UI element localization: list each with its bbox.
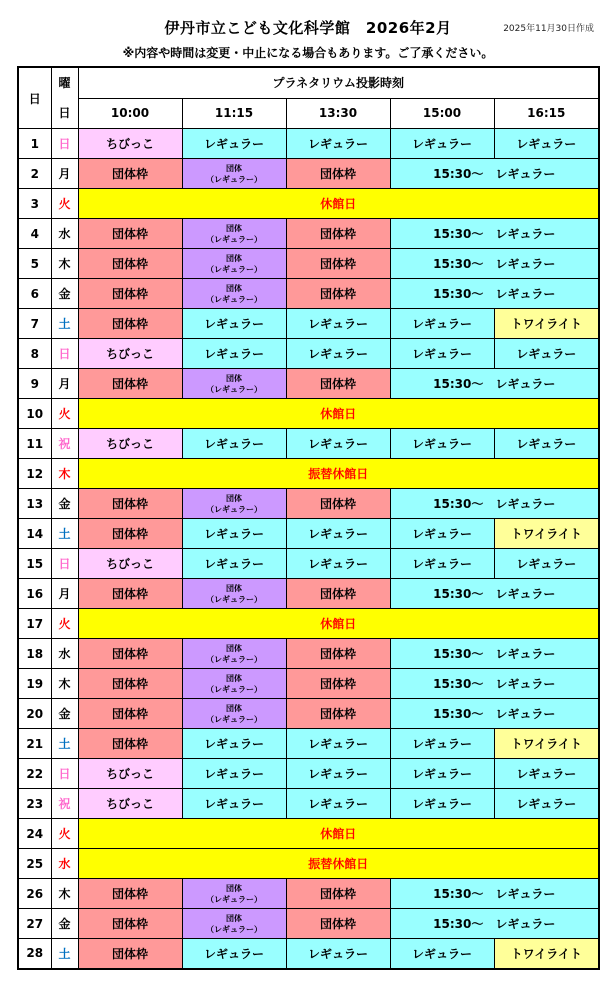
slot-regular: レギュラー: [494, 549, 599, 579]
table-row: [18, 819, 599, 849]
dantai-regular-top: 団体: [226, 703, 242, 713]
slot-regular: レギュラー: [182, 789, 286, 819]
day-of-week: 木: [51, 879, 78, 909]
slot-dantai: 団体枠: [286, 489, 390, 519]
dantai-regular-top: 団体: [226, 583, 242, 593]
slot-dantai-regular: [182, 579, 286, 609]
day-of-week: 火: [51, 819, 78, 849]
dantai-regular-bottom: （レギュラー）: [206, 234, 262, 244]
slot-afternoon-regular: 15:30～ レギュラー: [390, 639, 599, 669]
day-number: 12: [18, 459, 51, 489]
slot-regular: レギュラー: [182, 339, 286, 369]
slot-regular: レギュラー: [182, 939, 286, 969]
table-row: [18, 849, 599, 879]
dantai-regular-top: 団体: [226, 493, 242, 503]
slot-chibikko: ちびっこ: [78, 339, 182, 369]
slot-regular: レギュラー: [286, 549, 390, 579]
table-row: [18, 879, 599, 909]
day-number: 3: [18, 189, 51, 219]
slot-afternoon-regular: 15:30～ レギュラー: [390, 699, 599, 729]
day-number: 16: [18, 579, 51, 609]
day-number: 15: [18, 549, 51, 579]
slot-afternoon-regular: 15:30～ レギュラー: [390, 669, 599, 699]
slot-twilight: トワイライト: [494, 519, 599, 549]
day-of-week: 水: [51, 639, 78, 669]
slot-dantai: 団体枠: [78, 519, 182, 549]
dantai-regular-bottom: （レギュラー）: [206, 294, 262, 304]
day-of-week: 土: [51, 309, 78, 339]
day-of-week: 火: [51, 399, 78, 429]
day-number: 27: [18, 909, 51, 939]
slot-afternoon-regular: 15:30～ レギュラー: [390, 579, 599, 609]
closed-day-banner: 休館日: [78, 399, 599, 429]
slot-regular: レギュラー: [286, 129, 390, 159]
slot-twilight: トワイライト: [494, 309, 599, 339]
table-row: [18, 579, 599, 609]
day-of-week: 水: [51, 219, 78, 249]
day-of-week: 火: [51, 189, 78, 219]
table-row: [18, 459, 599, 489]
slot-dantai: 団体枠: [78, 669, 182, 699]
slot-regular: レギュラー: [286, 429, 390, 459]
slot-regular: レギュラー: [286, 939, 390, 969]
header-day: 日: [18, 67, 51, 129]
day-of-week: 木: [51, 459, 78, 489]
day-of-week: 月: [51, 159, 78, 189]
day-of-week: 日: [51, 129, 78, 159]
slot-regular: レギュラー: [390, 729, 494, 759]
slot-dantai-regular: [182, 219, 286, 249]
table-row: [18, 609, 599, 639]
table-row: [18, 129, 599, 159]
substitute-closed-banner: 振替休館日: [78, 849, 599, 879]
table-row: [18, 699, 599, 729]
dantai-regular-top: 団体: [226, 883, 242, 893]
table-row: [18, 639, 599, 669]
dantai-regular-top: 団体: [226, 223, 242, 233]
dantai-regular-top: 団体: [226, 253, 242, 263]
slot-dantai-regular: [182, 489, 286, 519]
slot-regular: レギュラー: [390, 339, 494, 369]
day-of-week: 祝: [51, 429, 78, 459]
day-of-week: 日: [51, 549, 78, 579]
slot-dantai: 団体枠: [78, 369, 182, 399]
slot-regular: レギュラー: [286, 309, 390, 339]
table-row: [18, 489, 599, 519]
slot-regular: レギュラー: [390, 309, 494, 339]
header-time-1115: 11:15: [182, 98, 286, 128]
slot-dantai: 団体枠: [286, 699, 390, 729]
title-text: 伊丹市立こども文化科学館 2026年2月: [164, 19, 452, 37]
table-row: [18, 369, 599, 399]
slot-dantai-regular: [182, 279, 286, 309]
day-of-week: 木: [51, 669, 78, 699]
dantai-regular-top: 団体: [226, 673, 242, 683]
slot-dantai: 団体枠: [286, 639, 390, 669]
slot-afternoon-regular: 15:30～ レギュラー: [390, 249, 599, 279]
day-number: 9: [18, 369, 51, 399]
table-row: [18, 939, 599, 969]
slot-dantai-regular: [182, 369, 286, 399]
table-row: [18, 159, 599, 189]
table-row: [18, 399, 599, 429]
day-of-week: 金: [51, 279, 78, 309]
dantai-regular-bottom: （レギュラー）: [206, 384, 262, 394]
slot-regular: レギュラー: [182, 729, 286, 759]
day-number: 7: [18, 309, 51, 339]
slot-regular: レギュラー: [494, 129, 599, 159]
dantai-regular-bottom: （レギュラー）: [206, 714, 262, 724]
slot-dantai: 団体枠: [286, 279, 390, 309]
day-number: 21: [18, 729, 51, 759]
slot-twilight: トワイライト: [494, 729, 599, 759]
slot-regular: レギュラー: [390, 519, 494, 549]
closed-day-banner: 休館日: [78, 189, 599, 219]
day-number: 18: [18, 639, 51, 669]
slot-dantai-regular: [182, 699, 286, 729]
day-of-week: 金: [51, 909, 78, 939]
slot-twilight: トワイライト: [494, 939, 599, 969]
day-of-week: 祝: [51, 789, 78, 819]
table-row: [18, 519, 599, 549]
substitute-closed-banner: 振替休館日: [78, 459, 599, 489]
slot-dantai: 団体枠: [78, 639, 182, 669]
dantai-regular-top: 団体: [226, 373, 242, 383]
slot-afternoon-regular: 15:30～ レギュラー: [390, 219, 599, 249]
schedule-body: [18, 129, 599, 969]
slot-regular: レギュラー: [286, 759, 390, 789]
dantai-regular-bottom: （レギュラー）: [206, 894, 262, 904]
slot-chibikko: ちびっこ: [78, 129, 182, 159]
slot-dantai: 団体枠: [78, 939, 182, 969]
day-number: 22: [18, 759, 51, 789]
slot-dantai: 団体枠: [78, 159, 182, 189]
slot-afternoon-regular: 15:30～ レギュラー: [390, 369, 599, 399]
day-of-week: 金: [51, 699, 78, 729]
slot-dantai: 団体枠: [78, 249, 182, 279]
dantai-regular-bottom: （レギュラー）: [206, 264, 262, 274]
day-number: 25: [18, 849, 51, 879]
slot-regular: レギュラー: [494, 789, 599, 819]
table-row: [18, 429, 599, 459]
slot-dantai-regular: [182, 909, 286, 939]
slot-regular: レギュラー: [494, 759, 599, 789]
dantai-regular-bottom: （レギュラー）: [206, 594, 262, 604]
table-row: [18, 219, 599, 249]
table-row: [18, 729, 599, 759]
table-row: [18, 549, 599, 579]
slot-chibikko: ちびっこ: [78, 549, 182, 579]
slot-regular: レギュラー: [390, 939, 494, 969]
slot-regular: レギュラー: [286, 729, 390, 759]
slot-regular: レギュラー: [286, 789, 390, 819]
slot-dantai-regular: [182, 879, 286, 909]
slot-regular: レギュラー: [286, 519, 390, 549]
table-row: [18, 909, 599, 939]
slot-regular: レギュラー: [182, 519, 286, 549]
day-of-week: 日: [51, 759, 78, 789]
slot-dantai: 団体枠: [78, 219, 182, 249]
slot-regular: レギュラー: [182, 549, 286, 579]
slot-dantai: 団体枠: [78, 909, 182, 939]
day-number: 11: [18, 429, 51, 459]
slot-afternoon-regular: 15:30～ レギュラー: [390, 909, 599, 939]
day-number: 17: [18, 609, 51, 639]
dantai-regular-bottom: （レギュラー）: [206, 684, 262, 694]
day-number: 1: [18, 129, 51, 159]
slot-afternoon-regular: 15:30～ レギュラー: [390, 489, 599, 519]
day-number: 24: [18, 819, 51, 849]
header-time-1500: 15:00: [390, 98, 494, 128]
day-number: 5: [18, 249, 51, 279]
day-number: 28: [18, 939, 51, 969]
table-row: [18, 669, 599, 699]
day-of-week: 月: [51, 579, 78, 609]
dantai-regular-bottom: （レギュラー）: [206, 924, 262, 934]
dantai-regular-top: 団体: [226, 163, 242, 173]
slot-dantai: 団体枠: [78, 279, 182, 309]
slot-dantai: 団体枠: [286, 219, 390, 249]
slot-regular: レギュラー: [182, 429, 286, 459]
table-row: [18, 189, 599, 219]
day-number: 14: [18, 519, 51, 549]
table-row: [18, 249, 599, 279]
slot-regular: レギュラー: [494, 339, 599, 369]
slot-dantai: 団体枠: [78, 699, 182, 729]
day-of-week: 金: [51, 489, 78, 519]
header-planetarium: プラネタリウム投影時刻: [78, 67, 599, 98]
day-number: 20: [18, 699, 51, 729]
table-row: [18, 279, 599, 309]
day-of-week: 木: [51, 249, 78, 279]
day-of-week: 火: [51, 609, 78, 639]
dantai-regular-bottom: （レギュラー）: [206, 174, 262, 184]
slot-dantai: 団体枠: [286, 159, 390, 189]
slot-regular: レギュラー: [182, 759, 286, 789]
slot-afternoon-regular: 15:30～ レギュラー: [390, 159, 599, 189]
header-time-1000: 10:00: [78, 98, 182, 128]
slot-dantai: 団体枠: [78, 309, 182, 339]
day-of-week: 土: [51, 519, 78, 549]
day-number: 13: [18, 489, 51, 519]
header-dow: [51, 67, 78, 129]
slot-dantai: 団体枠: [286, 369, 390, 399]
dantai-regular-top: 団体: [226, 643, 242, 653]
day-number: 23: [18, 789, 51, 819]
dantai-regular-top: 団体: [226, 913, 242, 923]
slot-dantai: 団体枠: [286, 669, 390, 699]
slot-dantai: 団体枠: [78, 879, 182, 909]
day-of-week: 土: [51, 939, 78, 969]
day-of-week: 月: [51, 369, 78, 399]
slot-dantai: 団体枠: [78, 489, 182, 519]
slot-dantai: 団体枠: [78, 729, 182, 759]
dantai-regular-top: 団体: [226, 283, 242, 293]
table-row: [18, 789, 599, 819]
closed-day-banner: 休館日: [78, 819, 599, 849]
slot-regular: レギュラー: [390, 429, 494, 459]
table-row: [18, 309, 599, 339]
created-date: 2025年11月30日作成: [503, 24, 594, 34]
slot-chibikko: ちびっこ: [78, 759, 182, 789]
notice-text: ※内容や時間は変更・中止になる場合もあります。ご了承ください。: [122, 46, 494, 60]
day-of-week: 水: [51, 849, 78, 879]
slot-dantai-regular: [182, 669, 286, 699]
day-number: 8: [18, 339, 51, 369]
table-row: [18, 339, 599, 369]
day-number: 10: [18, 399, 51, 429]
dantai-regular-bottom: （レギュラー）: [206, 654, 262, 664]
slot-afternoon-regular: 15:30～ レギュラー: [390, 879, 599, 909]
slot-dantai-regular: [182, 249, 286, 279]
dantai-regular-bottom: （レギュラー）: [206, 504, 262, 514]
day-number: 26: [18, 879, 51, 909]
day-of-week: 日: [51, 339, 78, 369]
slot-dantai: 団体枠: [286, 579, 390, 609]
slot-regular: レギュラー: [390, 129, 494, 159]
header-time-1615: 16:15: [494, 98, 599, 128]
closed-day-banner: 休館日: [78, 609, 599, 639]
slot-dantai: 団体枠: [286, 879, 390, 909]
slot-dantai-regular: [182, 159, 286, 189]
slot-dantai: 団体枠: [78, 579, 182, 609]
header-time-1330: 13:30: [286, 98, 390, 128]
day-number: 2: [18, 159, 51, 189]
slot-regular: レギュラー: [390, 759, 494, 789]
slot-dantai-regular: [182, 639, 286, 669]
slot-regular: レギュラー: [182, 309, 286, 339]
day-number: 19: [18, 669, 51, 699]
day-of-week: 土: [51, 729, 78, 759]
day-number: 4: [18, 219, 51, 249]
slot-dantai: 団体枠: [286, 909, 390, 939]
slot-regular: レギュラー: [182, 129, 286, 159]
slot-regular: レギュラー: [286, 339, 390, 369]
slot-regular: レギュラー: [494, 429, 599, 459]
schedule-table: [17, 66, 600, 970]
table-row: [18, 759, 599, 789]
header-dow-label: 曜日: [58, 76, 71, 120]
slot-dantai: 団体枠: [286, 249, 390, 279]
slot-regular: レギュラー: [390, 549, 494, 579]
day-number: 6: [18, 279, 51, 309]
slot-regular: レギュラー: [390, 789, 494, 819]
slot-chibikko: ちびっこ: [78, 429, 182, 459]
slot-chibikko: ちびっこ: [78, 789, 182, 819]
slot-afternoon-regular: 15:30～ レギュラー: [390, 279, 599, 309]
